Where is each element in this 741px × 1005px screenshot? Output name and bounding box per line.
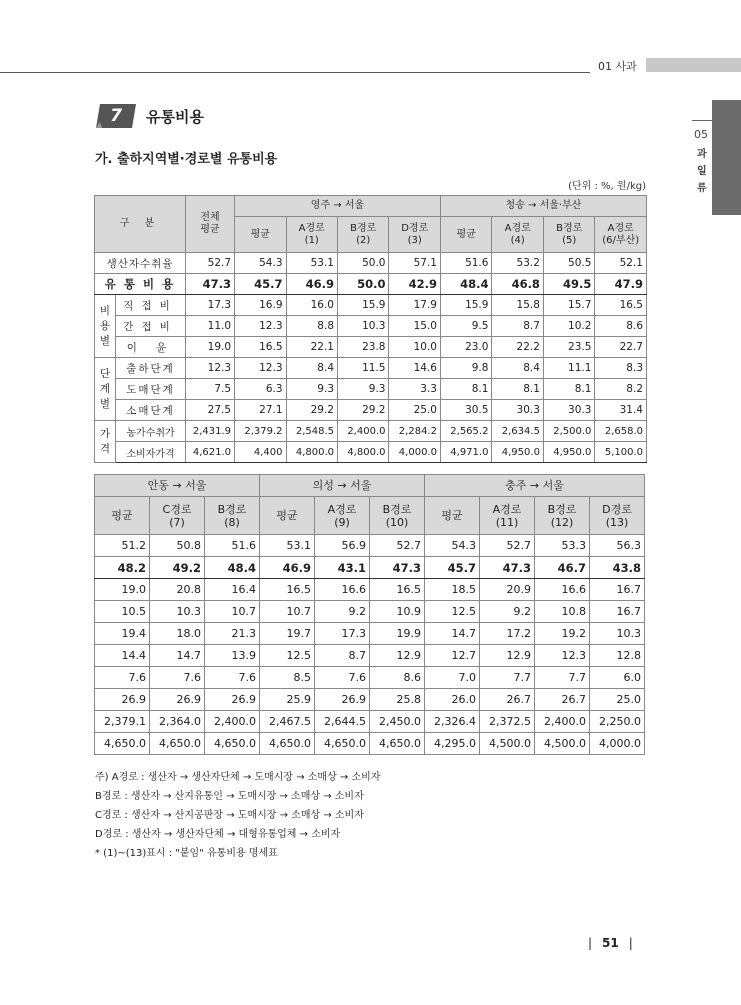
cell: 4,971.0 [440, 442, 491, 463]
cell: 18.5 [425, 579, 480, 601]
cell: 30.3 [543, 400, 594, 421]
cell: 29.2 [286, 400, 337, 421]
cell: 50.0 [338, 253, 389, 274]
cell: 16.0 [286, 295, 337, 316]
cell: 7.7 [535, 667, 590, 689]
cell: 56.9 [315, 535, 370, 557]
cell: 16.5 [595, 295, 647, 316]
cell: 4,650.0 [205, 733, 260, 755]
cell: 10.2 [543, 316, 594, 337]
cell: 19.7 [260, 623, 315, 645]
cell: 10.0 [389, 337, 440, 358]
cell: 2,644.5 [315, 711, 370, 733]
header-group-cheongsong: 청송 → 서울·부산 [440, 196, 646, 217]
subheader: A경로 (6/부산) [595, 217, 647, 253]
cell: 4,650.0 [260, 733, 315, 755]
group-label-price: 가 격 [95, 421, 116, 463]
row-label-producer: 생산자수취율 [95, 253, 186, 274]
cell: 51.6 [440, 253, 491, 274]
cell: 16.7 [590, 579, 645, 601]
cell: 2,400.0 [205, 711, 260, 733]
cell: 2,250.0 [590, 711, 645, 733]
cell: 19.0 [95, 579, 150, 601]
cell: 8.3 [595, 358, 647, 379]
cell: 18.0 [150, 623, 205, 645]
cell: 26.9 [205, 689, 260, 711]
header-group-uiseong: 의성 → 서울 [260, 475, 425, 497]
cell: 9.2 [480, 601, 535, 623]
subheader: D경로 (13) [590, 497, 645, 535]
cell: 2,326.4 [425, 711, 480, 733]
cell: 8.4 [286, 358, 337, 379]
cell: 9.8 [440, 358, 491, 379]
cost-table-1 [94, 195, 647, 463]
cell: 2,364.0 [150, 711, 205, 733]
cell: 12.3 [235, 316, 286, 337]
cell: 30.5 [440, 400, 491, 421]
subheader: A경로 (4) [492, 217, 543, 253]
row-label-cost: 유 통 비 용 [95, 274, 186, 295]
cell: 25.8 [370, 689, 425, 711]
side-rule [692, 120, 712, 121]
cell: 12.9 [370, 645, 425, 667]
cell: 8.4 [492, 358, 543, 379]
row-label-retail: 소매단계 [116, 400, 186, 421]
cell: 12.3 [535, 645, 590, 667]
cell: 8.2 [595, 379, 647, 400]
cell: 52.1 [595, 253, 647, 274]
table-row [95, 557, 645, 579]
cell: 11.5 [338, 358, 389, 379]
subheader: 평균 [235, 217, 286, 253]
cell: 46.9 [286, 274, 337, 295]
cell: 26.7 [480, 689, 535, 711]
cell: 52.7 [370, 535, 425, 557]
cell: 8.6 [370, 667, 425, 689]
cell: 2,634.5 [492, 421, 543, 442]
cell: 2,450.0 [370, 711, 425, 733]
header-total: 전체 평균 [186, 196, 235, 253]
subheader: A경로 (11) [480, 497, 535, 535]
cell: 50.0 [338, 274, 389, 295]
cell: 12.8 [590, 645, 645, 667]
cell: 46.7 [535, 557, 590, 579]
cell: 10.3 [150, 601, 205, 623]
row-label-wholesale: 도매단계 [116, 379, 186, 400]
cell: 53.2 [492, 253, 543, 274]
side-chapter-number: 05 [694, 128, 708, 141]
footnotes [95, 768, 380, 863]
subheader: C경로 (7) [150, 497, 205, 535]
row-label-direct: 직접비 [116, 295, 186, 316]
cell: 4,950.0 [543, 442, 594, 463]
cell: 13.9 [205, 645, 260, 667]
cell: 25.0 [389, 400, 440, 421]
cell: 43.1 [315, 557, 370, 579]
cell: 48.2 [95, 557, 150, 579]
header-group-yeongju: 영주 → 서울 [235, 196, 441, 217]
cell: 26.9 [315, 689, 370, 711]
side-category: 과 일 류 [697, 149, 707, 194]
cell: 14.6 [389, 358, 440, 379]
cell: 48.4 [205, 557, 260, 579]
cell: 15.7 [543, 295, 594, 316]
cell: 20.8 [150, 579, 205, 601]
cell: 2,467.5 [260, 711, 315, 733]
cell: 29.2 [338, 400, 389, 421]
cell: 15.9 [440, 295, 491, 316]
cell: 4,500.0 [480, 733, 535, 755]
cell: 2,548.5 [286, 421, 337, 442]
cell: 4,295.0 [425, 733, 480, 755]
cell: 26.7 [535, 689, 590, 711]
cell: 12.5 [260, 645, 315, 667]
subheader: B경로 (5) [543, 217, 594, 253]
cell: 12.3 [235, 358, 286, 379]
cell: 3.3 [389, 379, 440, 400]
cell: 2,400.0 [338, 421, 389, 442]
table-row [95, 579, 645, 601]
header-group-andong: 안동 → 서울 [95, 475, 260, 497]
header-gubun: 구 분 [95, 196, 186, 253]
row-label-consumer-price: 소비자가격 [116, 442, 186, 463]
cell: 8.6 [595, 316, 647, 337]
cell: 19.2 [535, 623, 590, 645]
cell: 9.2 [315, 601, 370, 623]
cell: 4,650.0 [315, 733, 370, 755]
cell: 42.9 [389, 274, 440, 295]
cell: 2,500.0 [543, 421, 594, 442]
cell: 16.6 [535, 579, 590, 601]
cell: 51.6 [205, 535, 260, 557]
cell: 10.7 [260, 601, 315, 623]
table-row [95, 645, 645, 667]
cell: 54.3 [235, 253, 286, 274]
cell: 31.4 [595, 400, 647, 421]
cell: 16.5 [235, 337, 286, 358]
cell: 2,565.2 [440, 421, 491, 442]
cell: 48.4 [440, 274, 491, 295]
cell: 16.4 [205, 579, 260, 601]
cell: 5,100.0 [595, 442, 647, 463]
cell: 11.1 [543, 358, 594, 379]
cell: 4,000.0 [389, 442, 440, 463]
subheader: 평균 [425, 497, 480, 535]
table-row [95, 535, 645, 557]
cell: 53.3 [535, 535, 590, 557]
cell: 17.9 [389, 295, 440, 316]
cell: 47.3 [370, 557, 425, 579]
group-label-stage: 단 계 별 [95, 358, 116, 421]
cell: 14.4 [95, 645, 150, 667]
cell: 52.7 [480, 535, 535, 557]
cell: 25.9 [260, 689, 315, 711]
cell: 27.1 [235, 400, 286, 421]
subsection-title: 가. 출하지역별·경로별 유통비용 [95, 152, 278, 167]
cell: 7.6 [315, 667, 370, 689]
cell: 17.3 [186, 295, 235, 316]
cell: 4,950.0 [492, 442, 543, 463]
cell: 2,400.0 [535, 711, 590, 733]
cell: 7.5 [186, 379, 235, 400]
cell: 10.7 [205, 601, 260, 623]
cell: 9.3 [286, 379, 337, 400]
cell: 22.1 [286, 337, 337, 358]
cell: 6.0 [590, 667, 645, 689]
cell: 8.5 [260, 667, 315, 689]
cell: 19.0 [186, 337, 235, 358]
footnote: B경로 : 생산자 → 산지유통인 → 도매시장 → 소매상 → 소비자 [95, 791, 364, 802]
cell: 47.9 [595, 274, 647, 295]
table2-body [95, 535, 645, 755]
cell: 16.7 [590, 601, 645, 623]
chapter-bar [646, 58, 741, 72]
cell: 50.5 [543, 253, 594, 274]
cell: 9.3 [338, 379, 389, 400]
cell: 7.6 [95, 667, 150, 689]
cell: 16.5 [260, 579, 315, 601]
cell: 16.6 [315, 579, 370, 601]
cell: 8.1 [543, 379, 594, 400]
cell: 2,431.9 [186, 421, 235, 442]
group-label-cost: 비 용 별 [95, 295, 116, 358]
cell: 45.7 [235, 274, 286, 295]
cell: 17.3 [315, 623, 370, 645]
cell: 8.7 [492, 316, 543, 337]
cell: 51.2 [95, 535, 150, 557]
row-label-profit: 이 윤 [116, 337, 186, 358]
cell: 7.6 [150, 667, 205, 689]
table-row [95, 711, 645, 733]
cell: 15.0 [389, 316, 440, 337]
cell: 7.7 [480, 667, 535, 689]
cell: 10.3 [338, 316, 389, 337]
cell: 46.8 [492, 274, 543, 295]
cell: 4,800.0 [286, 442, 337, 463]
cell: 26.9 [150, 689, 205, 711]
cell: 15.8 [492, 295, 543, 316]
subheader: 평균 [260, 497, 315, 535]
cell: 4,400 [235, 442, 286, 463]
cell: 26.9 [95, 689, 150, 711]
cell: 46.9 [260, 557, 315, 579]
cell: 49.2 [150, 557, 205, 579]
subheader: A경로 (1) [286, 217, 337, 253]
cell: 19.4 [95, 623, 150, 645]
cell: 47.3 [480, 557, 535, 579]
cell: 54.3 [425, 535, 480, 557]
table-row [95, 689, 645, 711]
section-number: 7 [110, 106, 122, 126]
table-row [95, 623, 645, 645]
cell: 23.5 [543, 337, 594, 358]
cell: 8.7 [315, 645, 370, 667]
cell: 4,621.0 [186, 442, 235, 463]
cell: 26.0 [425, 689, 480, 711]
cell: 23.0 [440, 337, 491, 358]
subheader: 평균 [440, 217, 491, 253]
cell: 2,658.0 [595, 421, 647, 442]
footnote: C경로 : 생산자 → 산지공판장 → 도매시장 → 소매상 → 소비자 [95, 810, 364, 821]
cell: 43.8 [590, 557, 645, 579]
cell: 45.7 [425, 557, 480, 579]
cell: 7.6 [205, 667, 260, 689]
subheader: D경로 (3) [389, 217, 440, 253]
cell: 12.3 [186, 358, 235, 379]
cell: 12.7 [425, 645, 480, 667]
cell: 50.8 [150, 535, 205, 557]
cell: 8.1 [440, 379, 491, 400]
row-label-farm-price: 농가수취가 [116, 421, 186, 442]
chapter-label: 01 사과 [598, 60, 637, 73]
cell: 7.0 [425, 667, 480, 689]
row-label-indirect: 간접비 [116, 316, 186, 337]
cell: 2,284.2 [389, 421, 440, 442]
cell: 20.9 [480, 579, 535, 601]
cell: 57.1 [389, 253, 440, 274]
table-row [95, 733, 645, 755]
cell: 10.3 [590, 623, 645, 645]
cell: 16.5 [370, 579, 425, 601]
subheader: B경로 (8) [205, 497, 260, 535]
cell: 53.1 [286, 253, 337, 274]
section-title: 유통비용 [146, 108, 204, 126]
cell: 10.9 [370, 601, 425, 623]
cell: 21.3 [205, 623, 260, 645]
cell: 16.9 [235, 295, 286, 316]
footnote: * (1)~(13)표시 : "붙임" 유통비용 명세표 [95, 848, 278, 859]
unit-label: (단위 : %, 원/kg) [568, 181, 646, 192]
cell: 53.1 [260, 535, 315, 557]
row-label-ship: 출하단계 [116, 358, 186, 379]
cell: 8.1 [492, 379, 543, 400]
cell: 2,379.1 [95, 711, 150, 733]
cell: 56.3 [590, 535, 645, 557]
cell: 4,800.0 [338, 442, 389, 463]
subheader: B경로 (2) [338, 217, 389, 253]
cell: 8.8 [286, 316, 337, 337]
cell: 25.0 [590, 689, 645, 711]
cell: 10.5 [95, 601, 150, 623]
header-rule [0, 72, 590, 73]
footnote: D경로 : 생산자 → 생산자단체 → 대형유통업체 → 소비자 [95, 829, 341, 840]
header-group-chungju: 충주 → 서울 [425, 475, 645, 497]
subheader: 평균 [95, 497, 150, 535]
table-row [95, 601, 645, 623]
cell: 9.5 [440, 316, 491, 337]
cell: 19.9 [370, 623, 425, 645]
cell: 2,372.5 [480, 711, 535, 733]
cell: 47.3 [186, 274, 235, 295]
cell: 6.3 [235, 379, 286, 400]
cell: 10.8 [535, 601, 590, 623]
cell: 14.7 [425, 623, 480, 645]
table-row [95, 667, 645, 689]
subheader: B경로 (10) [370, 497, 425, 535]
subheader: B경로 (12) [535, 497, 590, 535]
subheader: A경로 (9) [315, 497, 370, 535]
cell: 12.9 [480, 645, 535, 667]
cell: 17.2 [480, 623, 535, 645]
cell: 23.8 [338, 337, 389, 358]
cell: 12.5 [425, 601, 480, 623]
cost-table-2 [94, 474, 645, 755]
cell: 4,650.0 [95, 733, 150, 755]
cell: 14.7 [150, 645, 205, 667]
cell: 15.9 [338, 295, 389, 316]
cell: 22.7 [595, 337, 647, 358]
cell: 49.5 [543, 274, 594, 295]
cell: 22.2 [492, 337, 543, 358]
cell: 4,500.0 [535, 733, 590, 755]
cell: 52.7 [186, 253, 235, 274]
cell: 4,650.0 [370, 733, 425, 755]
cell: 4,650.0 [150, 733, 205, 755]
cell: 4,000.0 [590, 733, 645, 755]
page-footer: | 51 | [588, 936, 633, 950]
cell: 11.0 [186, 316, 235, 337]
cell: 27.5 [186, 400, 235, 421]
page-number: 51 [602, 936, 619, 950]
cell: 2,379.2 [235, 421, 286, 442]
side-tab [712, 100, 741, 215]
cell: 30.3 [492, 400, 543, 421]
footnote: 주) A경로 : 생산자 → 생산자단체 → 도매시장 → 소매상 → 소비자 [95, 772, 381, 783]
